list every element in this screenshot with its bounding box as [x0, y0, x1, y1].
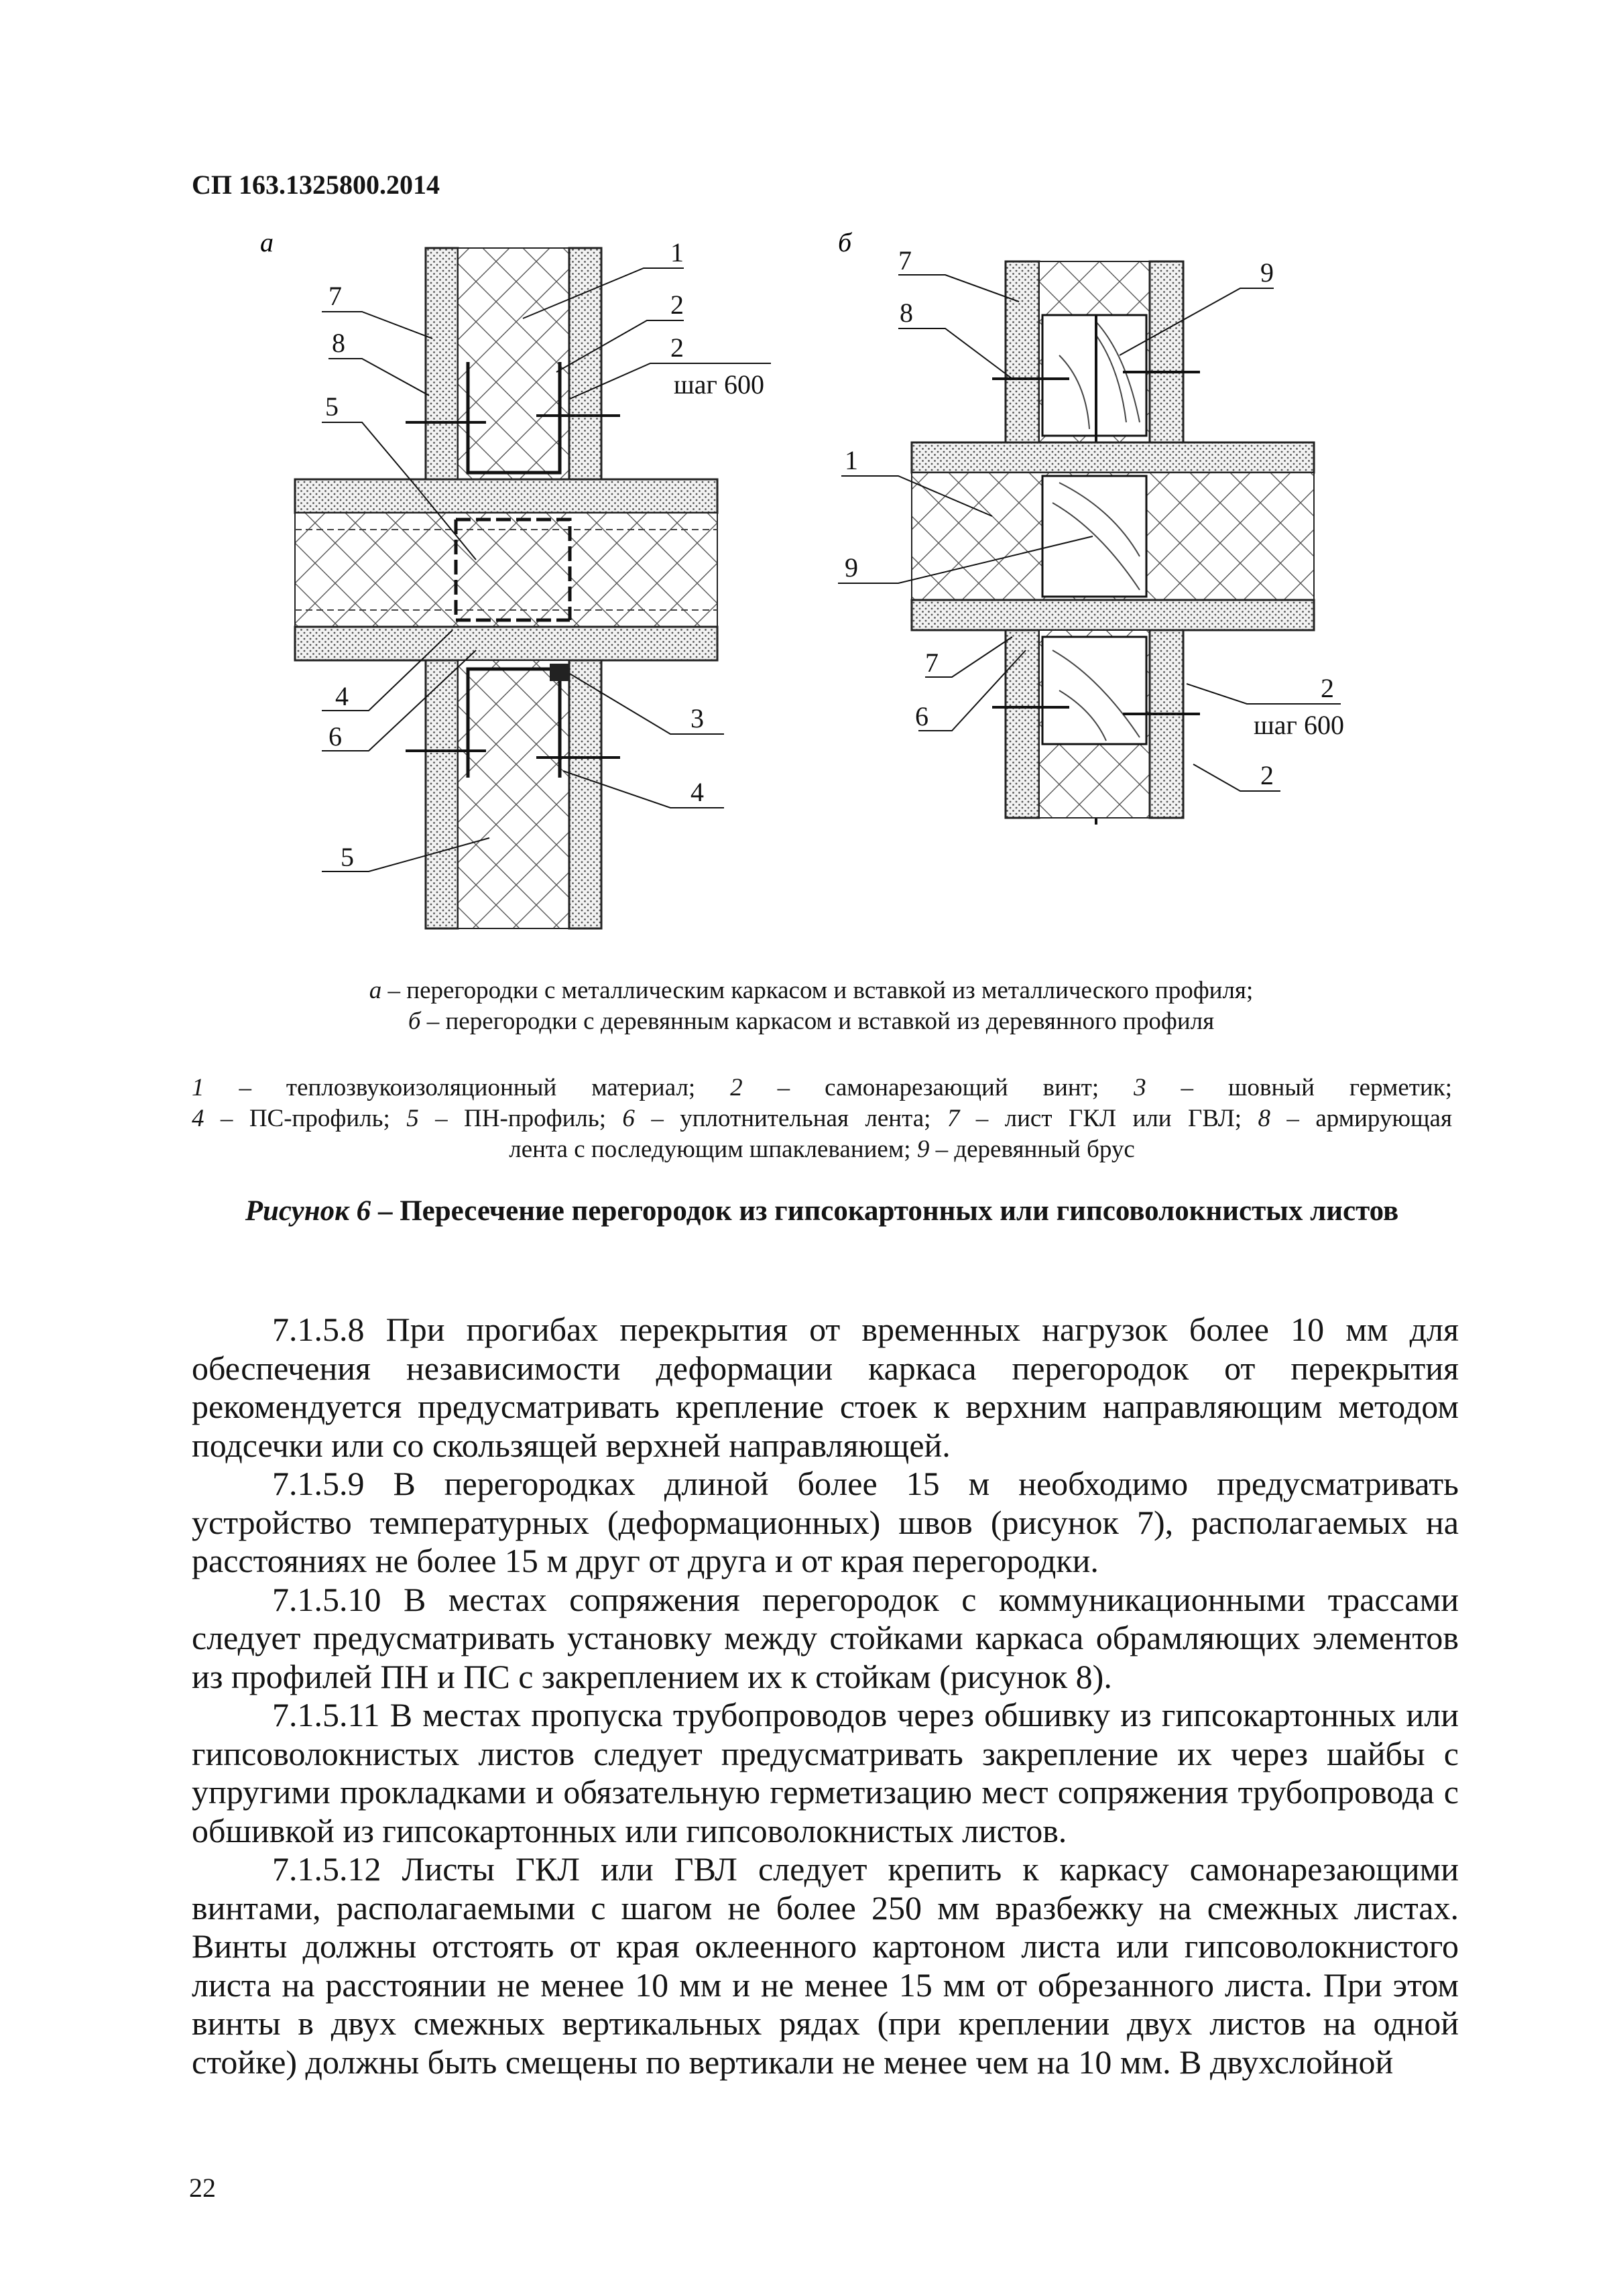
callout-b-7-upper: 7: [898, 245, 912, 276]
legend-text: – лист ГКЛ или ГВЛ;: [959, 1105, 1258, 1132]
legend-num: 7: [947, 1105, 960, 1132]
legend-line-1: [192, 1073, 1452, 1103]
panel-a-drawing: [260, 227, 771, 928]
legend-num: 9: [916, 1136, 930, 1163]
paragraph-text: 7.1.5.8 При прогибах перекрытия от временных нагрузок более 10 мм для обеспечения независимости деформации каркаса перегородок от перекрытия рекомендуется предусматривать крепление стоек к верхним направляющим методом подсечки или со скользящей верхней направляющей.: [192, 1311, 1459, 1464]
paragraph: [192, 1465, 1459, 1581]
page-number: 22: [189, 2173, 216, 2203]
legend-text: – ПС-профиль;: [204, 1105, 407, 1132]
figure-title: [192, 1195, 1452, 1227]
legend-num: 5: [406, 1105, 419, 1132]
callout-b-2-lower: 2: [1260, 760, 1274, 790]
panel-b-drawing: [838, 227, 1344, 825]
callout-a-4-right: 4: [690, 777, 704, 807]
callout-a-7: 7: [328, 281, 342, 311]
legend-num: 3: [1134, 1074, 1146, 1101]
subcaption-a-text: – перегородки с металлическим каркасом и вставкой из металлического профиля;: [381, 977, 1254, 1004]
panel-a-label: а: [260, 227, 274, 257]
callout-a-2-upper: 2: [670, 290, 684, 320]
legend-text: – теплозвукоизоляционный материал;: [204, 1074, 731, 1101]
paragraph-text: 7.1.5.12 Листы ГКЛ или ГВЛ следует крепить к каркасу самонарезающими винтами, располагаемыми с шагом не более 250 мм вразбежку на смежных листах. Винты должны отстоять от края оклеенного картоном листа или гипсоволокнистого листа на расстоянии не менее 10 мм и не менее 15 мм от обрезанного листа. При этом винты в двух смежных вертикальных рядах (при креплении двух листов на одной стойке) должны быть смещены по вертикали не менее чем на 10 мм. В двухслойной: [192, 1850, 1459, 2081]
legend-num: 1: [192, 1074, 204, 1101]
callout-b-9-upper: 9: [1260, 257, 1274, 288]
callout-a-5-upper: 5: [325, 391, 339, 422]
callout-a-8: 8: [332, 328, 345, 358]
legend-num: 6: [622, 1105, 635, 1132]
legend-line-3: [192, 1134, 1452, 1165]
callout-b-9-lower: 9: [845, 552, 858, 583]
figure-title-text: – Пересечение перегородок из гипсокартонных или гипсоволокнистых листов: [371, 1195, 1399, 1227]
callout-b-2-step: 2: [1321, 673, 1334, 703]
callout-a-2-step: 2: [670, 333, 684, 363]
callout-b-1: 1: [845, 445, 858, 475]
figure-partition-intersection: [255, 221, 1394, 965]
paragraph: [192, 1581, 1459, 1697]
callout-b-8: 8: [900, 298, 913, 328]
subcaption-b-letter: б: [408, 1008, 421, 1035]
legend-text: лента с последующим шпаклеванием;: [509, 1136, 917, 1163]
subcaption-a: [201, 975, 1421, 1006]
paragraph: [192, 1850, 1459, 2081]
paragraph-text: 7.1.5.11 В местах пропуска трубопроводов через обшивку из гипсокартонных или гипсоволокнистых листов следует предусматривать закрепление их через шайбы с упругими прокладками и обязательную герметизацию мест сопряжения трубопровода с обшивкой из гипсокартонных или гипсоволокнистых листов.: [192, 1696, 1459, 1850]
paragraph: [192, 1696, 1459, 1850]
figure-title-label: Рисунок 6: [245, 1195, 371, 1227]
panel-b-label: б: [838, 227, 852, 257]
document-code-header: СП 163.1325800.2014: [192, 170, 440, 200]
legend-text: – самонарезающий винт;: [742, 1074, 1134, 1101]
callout-a-6: 6: [328, 721, 342, 751]
callout-b-6: 6: [915, 701, 928, 731]
legend-num: 8: [1258, 1105, 1270, 1132]
subcaption-a-letter: а: [369, 977, 382, 1004]
legend-text: – ПН-профиль;: [418, 1105, 623, 1132]
legend-num: 4: [192, 1105, 204, 1132]
paragraph-text: 7.1.5.10 В местах сопряжения перегородок с коммуникационными трассами следует предусматривать установку между стойками каркаса обрамляющих элементов из профилей ПН и ПС с закреплением их к стойкам (рисунок 8).: [192, 1580, 1459, 1695]
body-text: [192, 1311, 1459, 2081]
callout-a-1: 1: [670, 237, 684, 267]
callout-a-3: 3: [690, 703, 704, 733]
subcaption-b: [201, 1006, 1421, 1037]
figure-legend: [192, 1073, 1452, 1165]
legend-text: – шовный герметик;: [1146, 1074, 1452, 1101]
legend-num: 2: [730, 1074, 743, 1101]
legend-text: – армирующая: [1270, 1105, 1452, 1132]
paragraph: [192, 1311, 1459, 1465]
legend-text: – деревянный брус: [929, 1136, 1135, 1163]
callout-a-5-lower: 5: [341, 842, 354, 872]
paragraph-text: 7.1.5.9 В перегородках длиной более 15 м необходимо предусматривать устройство температурных (деформационных) швов (рисунок 7), располагаемых на расстояниях не более 15 м друг от друга и от края перегородки.: [192, 1465, 1459, 1579]
subcaption-b-text: – перегородки с деревянным каркасом и вставкой из деревянного профиля: [420, 1008, 1215, 1035]
figure-subcaptions: [201, 975, 1421, 1037]
legend-text: – уплотнительная лента;: [634, 1105, 947, 1132]
callout-b-7-lower: 7: [925, 648, 939, 678]
step-b-label: шаг 600: [1254, 710, 1344, 740]
callout-a-4-left: 4: [335, 681, 349, 711]
legend-line-2: [192, 1103, 1452, 1134]
step-a-label: шаг 600: [674, 369, 764, 400]
